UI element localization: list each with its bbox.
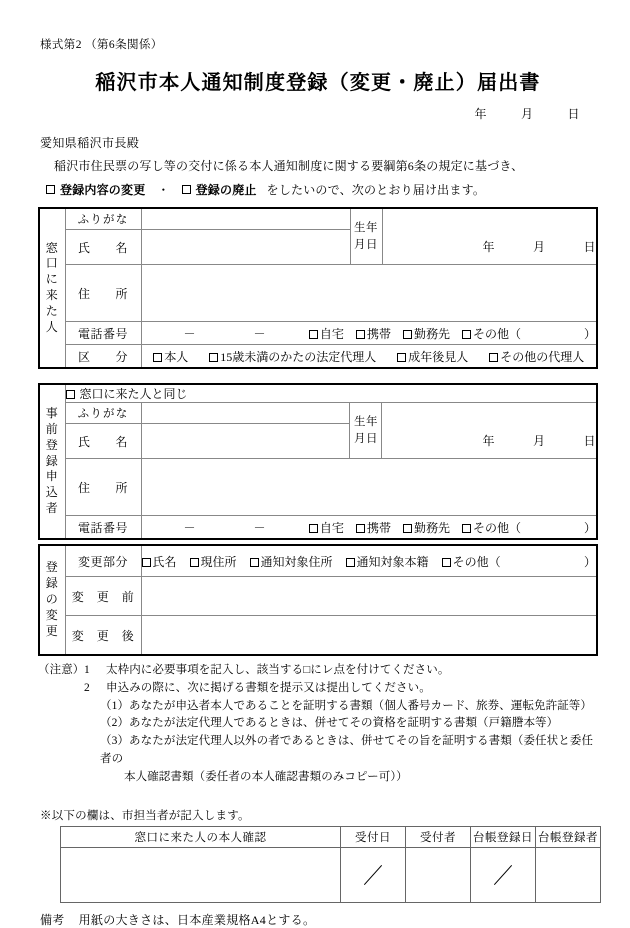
- tel-dash-2: －: [253, 326, 266, 341]
- vlabel-char: 更: [45, 623, 59, 638]
- note-item-1: [38, 662, 598, 680]
- slash-mark-icon: [364, 865, 382, 885]
- checkbox-change-notice-address-icon[interactable]: [250, 558, 259, 567]
- date-month-label: 月: [520, 107, 534, 121]
- checkbox-kubun-guardian-minor-icon[interactable]: [209, 353, 218, 362]
- visitor-tel-input[interactable]: [141, 322, 597, 345]
- checkbox-change-current-address-icon[interactable]: [190, 558, 199, 567]
- birth-year-label: 年: [482, 434, 495, 449]
- registrant-name-input[interactable]: [141, 424, 350, 459]
- note-sub-1: （1）あなたが申込者本人であることを証明する書類（個人番号カード、旅券、運転免許証等）: [100, 699, 593, 712]
- change-before-label: 変 更 前: [65, 577, 141, 616]
- vlabel-char: 登: [45, 437, 59, 452]
- registrant-tel-label: 電話番号: [65, 516, 141, 540]
- visitor-name-label: 氏 名: [65, 230, 141, 265]
- checkbox-tel-other-label: その他（: [472, 520, 521, 535]
- intro-tail: をしたいので、次のとおり届け出ます。: [266, 183, 486, 197]
- admin-col-ledger-registrar: 台帳登録者: [536, 826, 601, 847]
- checkbox-kubun-other-agent-label: その他の代理人: [500, 349, 585, 364]
- visitor-kubun-label: 区 分: [65, 345, 141, 369]
- change-part-label: 変更部分: [65, 545, 141, 577]
- table-row: [39, 208, 597, 230]
- checkbox-tel-mobile-icon[interactable]: [356, 524, 365, 533]
- note-sub-3: （3）あなたが法定代理人以外の者であるときは、併せてその旨を証明する書類（委任状と委任者の: [100, 735, 594, 766]
- checkbox-tel-mobile[interactable]: [356, 521, 391, 535]
- option-change-label: 登録内容の変更: [60, 183, 146, 197]
- registrant-vertical-label: [39, 384, 65, 539]
- checkbox-tel-home[interactable]: [309, 521, 344, 535]
- visitor-furigana-label: ふりがな: [65, 208, 141, 230]
- checkbox-kubun-self[interactable]: [153, 350, 188, 364]
- checkbox-change-other[interactable]: [442, 555, 501, 569]
- checkbox-tel-work[interactable]: [403, 521, 450, 535]
- visitor-tel-label: 電話番号: [65, 322, 141, 345]
- vlabel-char: た: [45, 303, 59, 318]
- visitor-birth-top-spacer: [382, 208, 597, 230]
- table-row: [61, 826, 601, 847]
- checkbox-kubun-adult-guardian-icon[interactable]: [397, 353, 406, 362]
- checkbox-tel-home-label: 自宅: [319, 520, 344, 535]
- intro-paragraph: 稲沢市住民票の写し等の交付に係る本人通知制度に関する要綱第6条の規定に基づき、: [54, 159, 524, 173]
- admin-note: ※以下の欄は、市担当者が記入します。: [40, 809, 250, 822]
- admin-table-wrapper: [60, 826, 600, 903]
- checkbox-kubun-self-icon[interactable]: [153, 353, 162, 362]
- checkbox-tel-mobile-icon[interactable]: [356, 330, 365, 339]
- checkbox-change-name-icon[interactable]: [142, 558, 151, 567]
- note-1-number: 1: [84, 664, 90, 676]
- registrant-name-label: 氏 名: [65, 424, 141, 459]
- tel-other-close: ）: [583, 520, 596, 535]
- checkbox-kubun-guardian-minor-label: 15歳未満のかたの法定代理人: [220, 349, 377, 364]
- visitor-birth-label: [350, 208, 382, 265]
- visitor-furigana-input[interactable]: [141, 208, 350, 230]
- tel-other-close: ）: [583, 326, 596, 341]
- page-title: 稲沢市本人通知制度登録（変更・廃止）届出書: [95, 72, 541, 94]
- birth-label-bottom: 月日: [353, 432, 378, 445]
- note-1-text: 太枠内に必要事項を記入し、該当する□にレ点を付けてください。: [106, 664, 450, 676]
- table-row: [39, 424, 597, 459]
- table-row: [39, 403, 597, 424]
- checkbox-kubun-guardian-minor[interactable]: [209, 350, 376, 364]
- vlabel-char: 申: [45, 469, 59, 484]
- checkbox-tel-mobile-label: 携帯: [366, 520, 391, 535]
- checkbox-abolish-registration-icon[interactable]: [182, 185, 191, 194]
- vlabel-char: 前: [45, 421, 59, 436]
- visitor-table: [38, 207, 598, 369]
- change-vertical-label: [39, 545, 65, 655]
- note-2-number: 2: [84, 681, 90, 694]
- checkbox-tel-home-icon[interactable]: [309, 330, 318, 339]
- checkbox-change-name-label: 氏名: [152, 554, 177, 569]
- birth-year-label: 年: [482, 240, 495, 255]
- footer-label: 備考: [40, 912, 65, 927]
- table-row: [39, 545, 597, 577]
- birth-label-top: 生年: [354, 221, 378, 234]
- tel-dash-1: －: [183, 326, 196, 341]
- option-abolish-label: 登録の廃止: [195, 183, 257, 197]
- admin-col-identity-check: 窓口に来た人の本人確認: [61, 826, 341, 847]
- checkbox-tel-work-icon[interactable]: [403, 524, 412, 533]
- checkbox-tel-other-icon[interactable]: [462, 524, 471, 533]
- table-row: [39, 230, 597, 265]
- checkbox-change-current-address[interactable]: [190, 555, 237, 569]
- visitor-name-input[interactable]: [141, 230, 350, 265]
- vlabel-char: 来: [45, 288, 59, 302]
- vlabel-char: 窓: [45, 240, 59, 255]
- registrant-birth-label: [350, 403, 382, 459]
- birth-day-label: 日: [583, 434, 596, 449]
- visitor-vertical-label: [39, 208, 65, 368]
- visitor-birth-input[interactable]: [382, 230, 597, 265]
- footer-note: [40, 911, 598, 928]
- vlabel-char: 口: [45, 256, 59, 271]
- date-year-label: 年: [474, 107, 487, 121]
- vlabel-char: 変: [45, 607, 59, 622]
- note-sub-2: （2）あなたが法定代理人であるときは、併せてその資格を証明する書類（戸籍謄本等）: [100, 717, 559, 730]
- checkbox-change-other-label: その他（: [452, 554, 501, 569]
- checkbox-kubun-other-agent[interactable]: [489, 350, 584, 364]
- checkbox-tel-home-icon[interactable]: [309, 524, 318, 533]
- slash-mark-icon: [494, 865, 512, 885]
- table-row: [39, 616, 597, 656]
- checkbox-tel-work-label: 勤務先: [413, 520, 450, 535]
- footer-text: 用紙の大きさは、日本産業規格A4とする。: [78, 912, 316, 927]
- change-table: [38, 544, 598, 656]
- table-row: [39, 459, 597, 516]
- table-row: [61, 847, 601, 902]
- checkbox-kubun-adult-guardian[interactable]: [397, 350, 468, 364]
- checkbox-tel-work[interactable]: [403, 327, 450, 341]
- vlabel-char: 登: [45, 560, 59, 575]
- birth-month-label: 月: [532, 434, 546, 449]
- notes-section: [38, 662, 598, 787]
- admin-col-receipt-date: 受付日: [341, 826, 406, 847]
- note-sub-3-cont: 本人確認書類（委任者の本人確認書類のみコピー可））: [124, 770, 408, 783]
- notes-heading: （注意）: [38, 664, 85, 676]
- checkbox-tel-work-icon[interactable]: [403, 330, 412, 339]
- checkbox-kubun-other-agent-icon[interactable]: [489, 353, 498, 362]
- table-row: [39, 345, 597, 369]
- change-before-input[interactable]: [141, 577, 597, 616]
- vlabel-char: 録: [45, 453, 59, 468]
- table-gap-1: [38, 369, 598, 383]
- change-part-options[interactable]: [141, 545, 597, 577]
- admin-ledger-date-input[interactable]: [471, 847, 536, 902]
- date-day-label: 日: [567, 107, 580, 121]
- birth-month-label: 月: [532, 240, 546, 255]
- vlabel-char: の: [45, 592, 59, 607]
- note-2-text: 申込みの際に、次に掲げる書類を提示又は提出してください。: [106, 681, 431, 694]
- form-number: 様式第2 （第6条関係）: [40, 39, 163, 51]
- table-row: [39, 577, 597, 616]
- checkbox-change-notice-honseki-icon[interactable]: [346, 558, 355, 567]
- checkbox-tel-other-icon[interactable]: [462, 330, 471, 339]
- registrant-address-input[interactable]: [141, 459, 597, 516]
- table-row: [39, 322, 597, 345]
- admin-col-receiver: 受付者: [406, 826, 471, 847]
- checkbox-tel-mobile-label: 携帯: [366, 326, 391, 341]
- admin-receipt-date-input[interactable]: [341, 847, 406, 902]
- checkbox-change-notice-address-label: 通知対象住所: [260, 554, 333, 569]
- checkbox-same-as-visitor[interactable]: [65, 384, 597, 403]
- checkbox-same-as-visitor-icon[interactable]: [66, 390, 75, 399]
- registrant-table: [38, 383, 598, 540]
- checkbox-tel-home-label: 自宅: [319, 326, 344, 341]
- table-row: [39, 384, 597, 403]
- checkbox-tel-home[interactable]: [309, 327, 344, 341]
- vlabel-char: 者: [45, 501, 59, 516]
- registrant-address-label: 住 所: [65, 459, 141, 516]
- tel-dashes: [184, 325, 266, 342]
- visitor-address-input[interactable]: [141, 265, 597, 322]
- registrant-tel-input[interactable]: [141, 516, 597, 540]
- registrant-furigana-input[interactable]: [141, 403, 350, 424]
- checkbox-change-notice-address[interactable]: [250, 555, 333, 569]
- registrant-birth-top-spacer: [382, 403, 597, 424]
- checkbox-tel-mobile[interactable]: [356, 327, 391, 341]
- table-row: [39, 516, 597, 540]
- admin-identity-check-input[interactable]: [61, 847, 341, 902]
- checkbox-kubun-self-label: 本人: [164, 349, 189, 364]
- addressee: 愛知県稲沢市長殿: [40, 136, 140, 150]
- vlabel-char: 事: [45, 406, 59, 421]
- checkbox-kubun-adult-guardian-label: 成年後見人: [408, 349, 469, 364]
- checkbox-change-current-address-label: 現住所: [200, 554, 237, 569]
- change-after-label: 変 更 後: [65, 616, 141, 656]
- vlabel-char: 込: [45, 485, 59, 500]
- admin-col-ledger-date: 台帳登録日: [471, 826, 536, 847]
- checkbox-change-notice-honseki-label: 通知対象本籍: [356, 554, 429, 569]
- notes-gap: [38, 787, 598, 807]
- checkbox-tel-other[interactable]: [462, 327, 521, 341]
- tel-dashes: [184, 519, 266, 536]
- checkbox-change-other-icon[interactable]: [442, 558, 451, 567]
- submission-date-line: [38, 105, 580, 122]
- tel-dash-2: －: [253, 520, 266, 535]
- change-other-close: ）: [583, 554, 596, 569]
- checkbox-change-name[interactable]: [142, 555, 177, 569]
- checkbox-change-notice-honseki[interactable]: [346, 555, 429, 569]
- checkbox-same-as-visitor-label: 窓口に来た人と同じ: [79, 387, 188, 401]
- note-head-spacer: [38, 680, 84, 698]
- option-separator: ・: [157, 183, 170, 197]
- vlabel-char: 人: [45, 319, 59, 334]
- vlabel-char: 録: [45, 576, 59, 591]
- admin-ledger-registrar-input[interactable]: [536, 847, 601, 902]
- admin-receiver-input[interactable]: [406, 847, 471, 902]
- vlabel-char: に: [45, 272, 59, 287]
- checkbox-tel-work-label: 勤務先: [413, 326, 450, 341]
- birth-label-top: 生年: [353, 415, 378, 428]
- birth-label-bottom: 月日: [354, 238, 378, 251]
- birth-day-label: 日: [583, 240, 596, 255]
- table-row: [39, 265, 597, 322]
- checkbox-tel-other-label: その他（: [472, 326, 521, 341]
- registrant-birth-input[interactable]: [382, 424, 597, 459]
- tel-dash-1: －: [183, 520, 196, 535]
- visitor-address-label: 住 所: [65, 265, 141, 322]
- registrant-furigana-label: ふりがな: [65, 403, 141, 424]
- visitor-kubun-options[interactable]: [141, 345, 597, 369]
- checkbox-change-registration-icon[interactable]: [46, 185, 55, 194]
- note-item-2: [38, 680, 598, 698]
- intro-options-line: [46, 181, 598, 198]
- checkbox-tel-other[interactable]: [462, 521, 521, 535]
- change-after-input[interactable]: [141, 616, 597, 656]
- admin-table: [60, 826, 601, 903]
